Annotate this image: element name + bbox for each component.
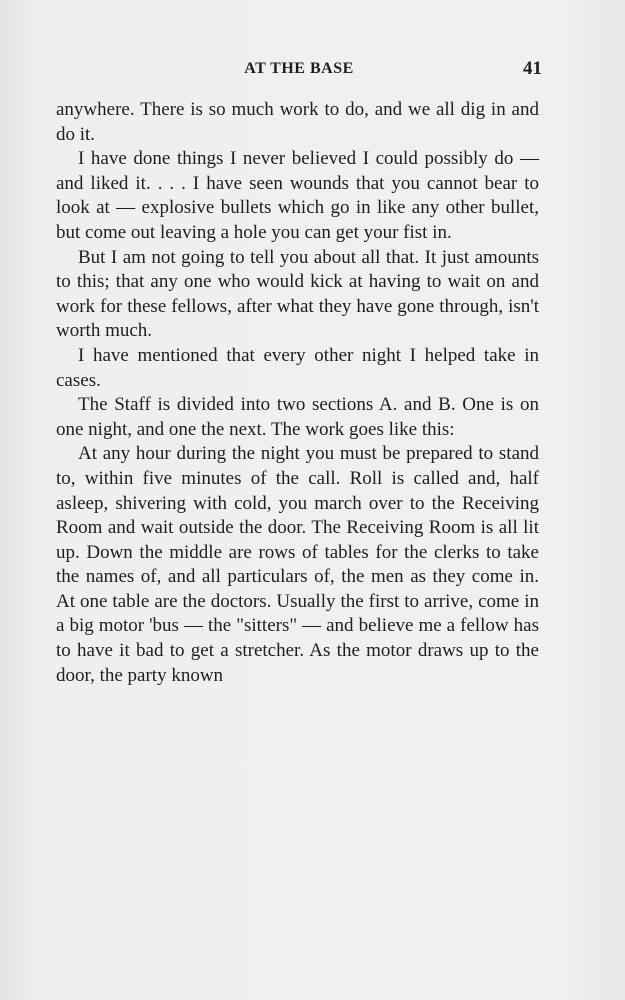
running-head: AT THE BASE [244, 60, 354, 77]
page-number: 41 [523, 58, 542, 79]
paragraph-6: At any hour during the night you must be prepared to stand to, within five minutes of the call. Roll is called and, half asleep, shivering with cold, you march over to the Receiving Room and wait outside the door. The Receiving Room is all lit up. Down the middle are rows of tables for the clerks to take the names of, and all particulars of, the men as they come in. At one table are the doctors. Usually the first to arrive, come in a big motor 'bus — the "sitters" — and believe me a fellow has to have it bad to get a stretcher. As the motor draws up to the door, the party known [56, 443, 539, 686]
paragraph-2: I have done things I never believed I could possibly do — and liked it. . . . I have seen wounds that you cannot bear to look at — explosive bullets which go in like any other bullet, but come out leaving a hole you can get your fist in. [56, 148, 539, 243]
body-text [56, 98, 539, 688]
paragraph-3: But I am not going to tell you about all that. It just amounts to this; that any one who would kick at having to wait on and work for these fellows, after what they have gone through, isn't worth much. [56, 246, 539, 342]
paragraph-1: anywhere. There is so much work to do, and we all dig in and do it. [56, 99, 539, 145]
paragraph-4: I have mentioned that every other night I helped take in cases. [56, 344, 539, 391]
paragraph-5: The Staff is divided into two sections A. and B. One is on one night, and one the next. The work goes like this: [56, 394, 539, 440]
page-header [56, 58, 542, 82]
